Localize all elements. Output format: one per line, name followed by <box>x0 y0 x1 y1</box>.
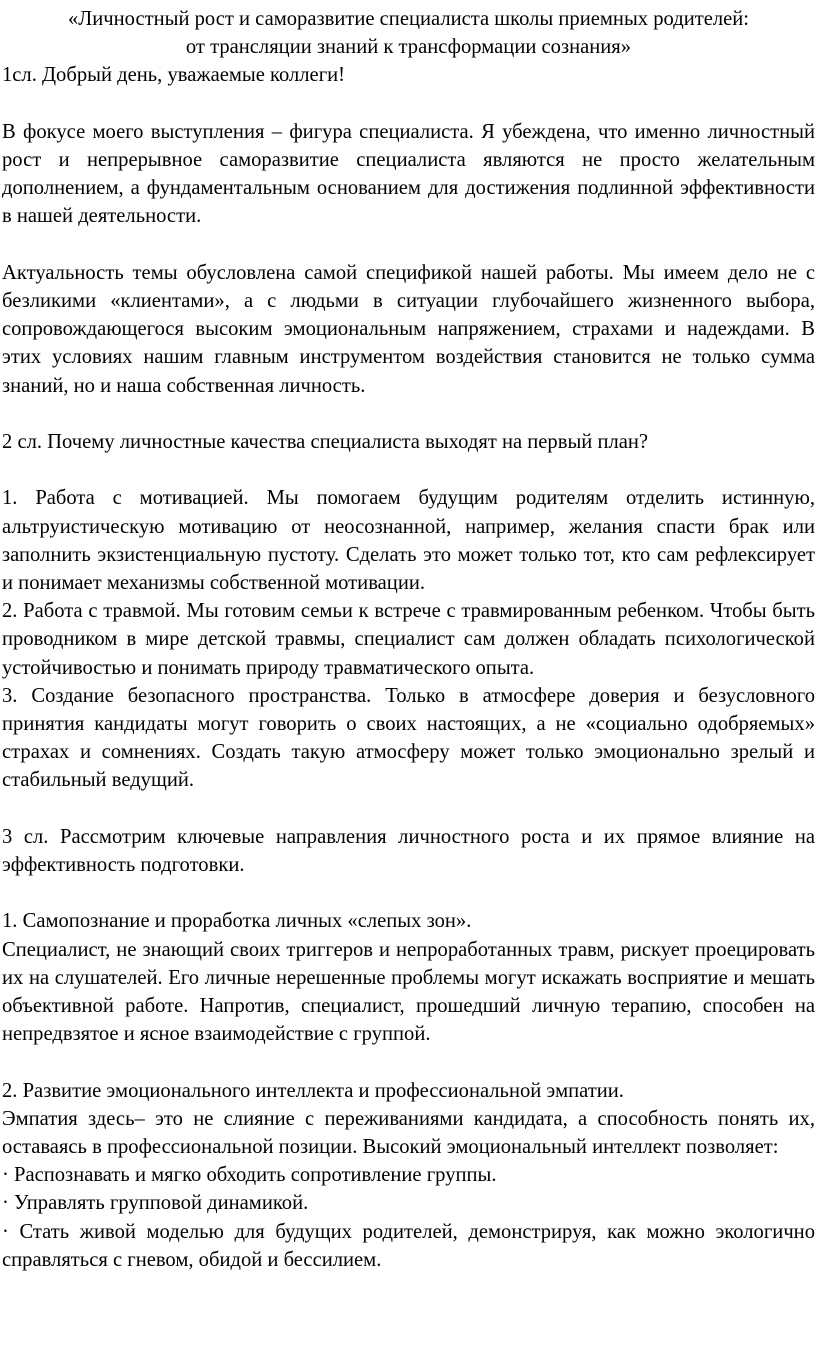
paragraph: Эмпатия здесь– это не слияние с переживаниями кандидата, а способность понять их, оставаясь в профессиональной позиции. Высокий эмоциональный интеллект позволяет: <box>2 1107 815 1159</box>
paragraph: В фокусе моего выступления – фигура специалиста. Я убеждена, что именно личностный рост и непрерывное саморазвитие специалиста являются не просто желательным дополнением, а фундаментальным основанием для достижения подлинной эффективности в нашей деятельности. <box>2 120 815 228</box>
paragraph: · Стать живой моделью для будущих родителей, демонстрируя, как можно экологично справляться с гневом, обидой и бессилием. <box>2 1220 815 1271</box>
blank-line <box>2 879 815 907</box>
paragraph: 1. Работа с мотивацией. Мы помогаем будущим родителям отделить истинную, альтруистическую мотивацию от неосознанной, например, желания спасти брак или заполнить экзистенциальную пустоту. Сделать это может только тот, кто сам рефлексирует и понимает механизмы собственной мотивации. <box>2 487 815 594</box>
paragraph: Специалист, не знающий своих триггеров и непроработанных травм, рискует проецировать их на слушателей. Его личные нерешенные проблемы могут искажать восприятие и мешать объективной работе. Напротив, специалист, прошедший личную терапию, способен на непредвзятое и ясное взаимодействие с группой. <box>2 938 815 1046</box>
blank-line <box>2 1048 815 1076</box>
title-line-2: от трансляции знаний к трансформации сознания» <box>185 36 632 59</box>
blank-line <box>2 795 815 823</box>
blank-line <box>2 231 815 259</box>
document-title <box>2 0 815 61</box>
title-line-1: «Личностный рост и саморазвитие специалиста школы приемных родителей: <box>67 8 750 30</box>
paragraph: Актуальность темы обусловлена самой спецификой нашей работы. Мы имеем дело не с безликими «клиентами», а с людьми в ситуации глубочайшего жизненного выбора, сопровождающегося высоким эмоциональным напряжением, страхами и надеждами. В этих условиях нашим главным инструментом воздействия становится не только сумма знаний, но и наша собственная личность. <box>2 261 815 397</box>
blank-line <box>2 456 815 484</box>
paragraph: 2. Развитие эмоционального интеллекта и профессиональной эмпатии. <box>2 1079 624 1102</box>
paragraph: 3. Создание безопасного пространства. Только в атмосфере доверия и безусловного принятия кандидаты могут говорить о своих настоящих, а не «социально одобряемых» страхах и сомнениях. Создать такую атмосферу может только эмоционально зрелый и стабильный ведущий. <box>2 684 815 792</box>
paragraph: 3 сл. Рассмотрим ключевые направления личностного роста и их прямое влияние на эффективность подготовки. <box>2 825 815 877</box>
paragraph: 2 сл. Почему личностные качества специалиста выходят на первый план? <box>2 431 649 453</box>
paragraph: · Управлять групповой динамикой. <box>2 1192 309 1215</box>
document-body <box>2 61 815 1274</box>
paragraph: 1сл. Добрый день, уважаемые коллеги! <box>2 64 346 87</box>
paragraph: · Распознавать и мягко обходить сопротивление группы. <box>2 1164 497 1187</box>
blank-line <box>2 400 815 428</box>
paragraph: 2. Работа с травмой. Мы готовим семьи к встрече с травмированным ребенком. Чтобы быть проводником в мире детской травмы, специалист сам должен обладать психологической устойчивостью и понимать природу травматического опыта. <box>2 600 815 679</box>
blank-line <box>2 90 815 118</box>
paragraph: 1. Самопознание и проработка личных «слепых зон». <box>2 910 472 933</box>
